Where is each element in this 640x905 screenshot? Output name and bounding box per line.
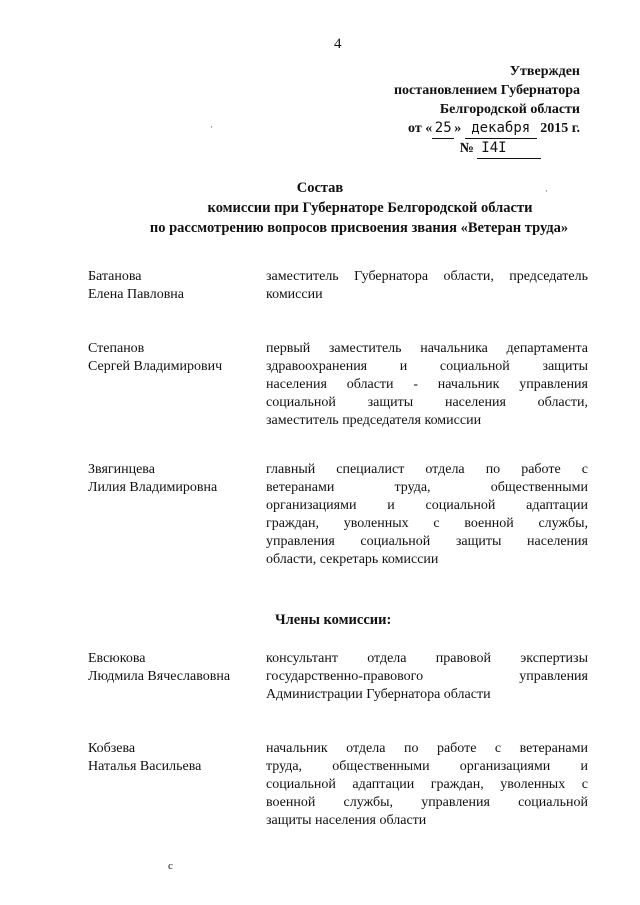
scan-mark: c — [168, 860, 173, 872]
given-names: Елена Павловна — [88, 287, 185, 302]
role-word: Администрации Губернатора области — [266, 687, 491, 702]
role-word: с — [581, 777, 588, 792]
surname: Евсюкова — [88, 651, 146, 666]
role-word: управления — [519, 669, 588, 684]
role-word: по — [485, 462, 501, 477]
role-word: отдела — [346, 741, 386, 756]
role-word: заместитель — [328, 341, 402, 356]
date-month: декабря — [465, 119, 537, 139]
role-word: отдела — [367, 651, 407, 666]
role-line — [266, 668, 588, 686]
role-word: социальной — [266, 395, 336, 410]
role-word: - — [413, 377, 418, 392]
role-word: социальной — [518, 795, 588, 810]
document-title — [0, 178, 640, 238]
given-names: Сергей Владимирович — [88, 359, 223, 374]
role-word: службы, — [343, 795, 394, 810]
role-word: ветеранами — [519, 741, 588, 756]
person-role — [266, 268, 588, 304]
person-role — [266, 461, 588, 569]
role-word: комиссии — [266, 287, 323, 302]
role-line — [266, 533, 588, 551]
person-name — [88, 740, 258, 776]
role-word: правовой — [435, 651, 491, 666]
role-word: начальника — [420, 341, 488, 356]
role-line — [266, 268, 588, 286]
role-word: социальной — [266, 777, 336, 792]
given-names: Лилия Владимировна — [88, 480, 218, 495]
approval-line-1: Утвержден — [509, 64, 580, 79]
role-word: области — [346, 377, 394, 392]
decree-number: I4I — [477, 139, 541, 159]
role-line — [266, 394, 588, 412]
role-line — [266, 551, 588, 569]
role-line — [266, 740, 588, 758]
page-number: 4 — [334, 36, 342, 52]
role-line — [266, 650, 588, 668]
role-word: начальник — [266, 741, 328, 756]
given-names: Наталья Васильева — [88, 759, 202, 774]
scan-speck: · — [210, 122, 213, 132]
surname: Батанова — [88, 269, 142, 284]
role-word: консультант — [266, 651, 338, 666]
role-word: работе — [436, 741, 477, 756]
person-name — [88, 268, 258, 304]
role-word: области, — [443, 269, 494, 284]
role-word: военной — [464, 516, 514, 531]
role-line — [266, 412, 588, 430]
person-role — [266, 740, 588, 830]
date-year: 2015 г. — [540, 121, 580, 136]
role-word: с — [494, 741, 502, 756]
approval-line-3: Белгородской области — [439, 102, 580, 117]
role-word: специалист — [336, 462, 405, 477]
approval-date-line — [375, 119, 580, 139]
role-word: с — [581, 462, 588, 477]
role-word: защиты населения области — [266, 813, 427, 828]
person-name — [88, 340, 258, 376]
role-word: населения — [527, 534, 588, 549]
role-word: и — [399, 359, 408, 374]
role-word: Губернатора — [354, 269, 429, 284]
approval-line-2: постановлением Губернатора — [393, 83, 580, 98]
role-word: организациями — [459, 759, 551, 774]
role-word: граждан, — [430, 777, 484, 792]
role-word: населения — [266, 377, 327, 392]
role-line — [266, 479, 588, 497]
surname: Степанов — [88, 341, 145, 356]
role-word: государственно-правового — [266, 669, 424, 684]
date-mid: » — [454, 121, 462, 136]
title-line-1: Состав — [296, 180, 344, 196]
role-word: управления — [266, 534, 335, 549]
scan-speck: · — [545, 186, 548, 196]
role-word: защиты — [367, 395, 414, 410]
role-line — [266, 515, 588, 533]
role-word: защиты — [455, 534, 502, 549]
role-word: адаптации — [352, 777, 415, 792]
role-word: председатель — [509, 269, 588, 284]
title-line-3: по рассмотрению вопросов присвоения звания «Ветеран труда» — [149, 220, 569, 236]
role-word: управления — [519, 377, 588, 392]
role-word: ветеранами — [266, 480, 335, 495]
role-word: уволенных — [343, 516, 409, 531]
role-word: с — [433, 516, 440, 531]
role-word: граждан, — [266, 516, 319, 531]
role-line — [266, 376, 588, 394]
role-line — [266, 776, 588, 794]
approval-stamp — [375, 62, 580, 159]
role-word: защиты — [542, 359, 588, 374]
role-word: департамента — [506, 341, 588, 356]
role-line — [266, 794, 588, 812]
role-word: работе — [521, 462, 561, 477]
role-line — [266, 461, 588, 479]
role-word: области, секретарь комиссии — [266, 552, 439, 567]
surname: Кобзева — [88, 741, 136, 756]
number-prefix: № — [459, 141, 474, 156]
role-word: социальной — [425, 498, 496, 513]
person-name — [88, 650, 258, 686]
role-word: заместитель председателя комиссии — [266, 413, 482, 428]
role-word: организациями — [266, 498, 357, 513]
role-word: управления — [421, 795, 490, 810]
approval-number-line — [375, 139, 580, 159]
role-line — [266, 358, 588, 376]
role-word: уволенных — [500, 777, 566, 792]
role-word: военной — [266, 795, 316, 810]
members-heading: Члены комиссии: — [275, 612, 392, 628]
role-line — [266, 340, 588, 358]
role-word: адаптации — [526, 498, 588, 513]
role-word: заместитель — [266, 269, 339, 284]
title-line-2: комиссии при Губернаторе Белгородской области — [207, 200, 533, 216]
surname: Звягинцева — [88, 462, 155, 477]
person-role — [266, 340, 588, 430]
role-word: и — [387, 498, 395, 513]
given-names: Людмила Вячеславовна — [88, 669, 231, 684]
date-prefix: от « — [408, 121, 433, 136]
role-line — [266, 686, 588, 704]
role-line — [266, 286, 588, 304]
date-day: 25 — [432, 119, 454, 139]
role-word: общественными — [490, 480, 588, 495]
role-word: и — [580, 759, 588, 774]
role-word: начальник — [437, 377, 500, 392]
role-line — [266, 758, 588, 776]
role-word: главный — [266, 462, 316, 477]
role-word: службы, — [538, 516, 588, 531]
role-line — [266, 812, 588, 830]
role-word: труда, — [394, 480, 431, 495]
role-word: здравоохранения — [266, 359, 368, 374]
role-word: общественными — [332, 759, 430, 774]
person-role — [266, 650, 588, 704]
role-word: первый — [266, 341, 311, 356]
role-word: социальной — [439, 359, 510, 374]
person-name — [88, 461, 258, 497]
role-word: социальной — [360, 534, 431, 549]
role-word: по — [403, 741, 419, 756]
role-word: экспертизы — [520, 651, 588, 666]
role-word: отдела — [425, 462, 465, 477]
role-word: области, — [537, 395, 588, 410]
role-word: труда, — [266, 759, 303, 774]
role-line — [266, 497, 588, 515]
role-word: населения — [444, 395, 506, 410]
